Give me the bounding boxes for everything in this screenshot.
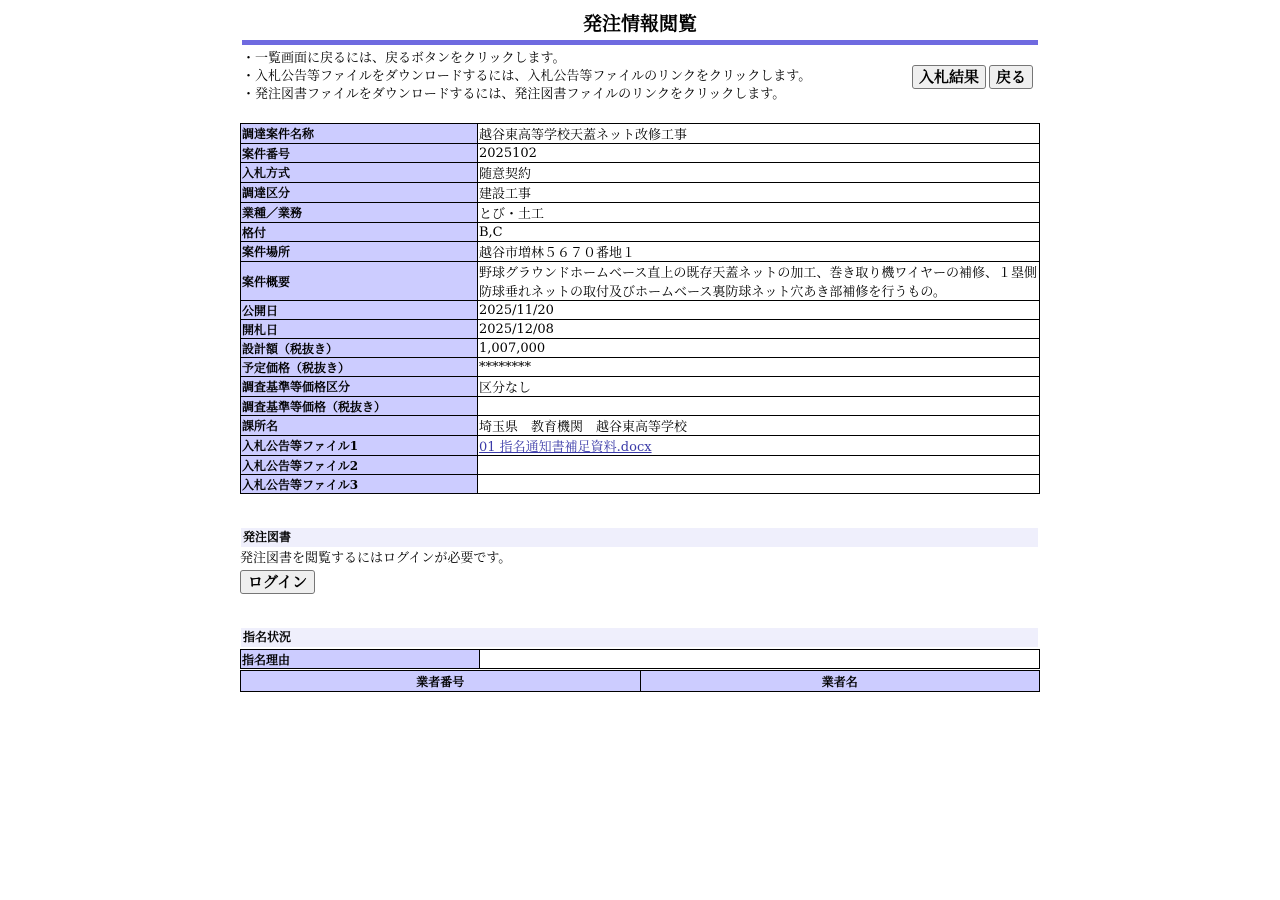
detail-row — [241, 144, 1040, 163]
detail-label: 入札公告等ファイル3 — [241, 475, 478, 494]
detail-value: 野球グラウンドホームベース直上の既存天蓋ネットの加工、巻き取り機ワイヤーの補修、１塁側防球垂れネットの取付及びホームベース裏防球ネット穴あき部補修を行うもの。 — [478, 262, 1040, 301]
bid-result-button[interactable]: 入札結果 — [912, 65, 986, 89]
instruction-line: ・入札公告等ファイルをダウンロードするには、入札公告等ファイルのリンクをクリックします。 — [242, 69, 812, 84]
detail-label: 入札公告等ファイル1 — [241, 436, 478, 456]
detail-row — [241, 475, 1040, 494]
detail-row — [241, 339, 1040, 358]
detail-value: 1,007,000 — [478, 339, 1040, 358]
detail-value — [478, 436, 1040, 456]
detail-value: ******** — [478, 358, 1040, 377]
drawings-heading: 発注図書 — [241, 528, 1038, 547]
detail-row — [241, 301, 1040, 320]
detail-value: 越谷東高等学校天蓋ネット改修工事 — [478, 124, 1040, 144]
instruction-line: ・発注図書ファイルをダウンロードするには、発注図書ファイルのリンクをクリックします。 — [242, 87, 786, 102]
detail-row — [241, 377, 1040, 397]
login-required-note: 発注図書を閲覧するにはログインが必要です。 — [240, 551, 512, 566]
detail-row — [241, 163, 1040, 183]
vendor-name-header: 業者名 — [640, 671, 1040, 692]
detail-value: とび・土工 — [478, 203, 1040, 223]
detail-value: 2025/12/08 — [478, 320, 1040, 339]
detail-value: B,C — [478, 223, 1040, 242]
detail-label: 課所名 — [241, 416, 478, 436]
detail-value: 埼玉県 教育機関 越谷東高等学校 — [478, 416, 1040, 436]
back-button[interactable]: 戻る — [989, 65, 1033, 89]
nomination-reason-table — [240, 649, 1040, 669]
action-buttons — [912, 65, 1033, 89]
detail-label: 公開日 — [241, 301, 478, 320]
detail-value: 区分なし — [478, 377, 1040, 397]
detail-row — [241, 223, 1040, 242]
detail-label: 開札日 — [241, 320, 478, 339]
detail-row — [241, 397, 1040, 416]
detail-value: 2025102 — [478, 144, 1040, 163]
page-title: 発注情報閲覧 — [582, 13, 697, 35]
detail-row — [241, 124, 1040, 144]
vendor-table — [240, 670, 1040, 692]
detail-label: 調査基準等価格（税抜き） — [241, 397, 478, 416]
detail-label: 入札公告等ファイル2 — [241, 456, 478, 475]
detail-value: 建設工事 — [478, 183, 1040, 203]
page — [240, 0, 1040, 692]
detail-row — [241, 436, 1040, 456]
detail-row — [241, 456, 1040, 475]
detail-row — [241, 203, 1040, 223]
detail-value — [478, 456, 1040, 475]
detail-label: 案件概要 — [241, 262, 478, 301]
nomination-heading: 指名状況 — [241, 628, 1038, 647]
detail-row — [241, 262, 1040, 301]
detail-label: 設計額（税抜き） — [241, 339, 478, 358]
nomination-reason-label: 指名理由 — [241, 650, 480, 669]
nomination-reason-value — [480, 650, 1040, 669]
intro-section — [240, 45, 1040, 123]
instruction-line: ・一覧画面に戻るには、戻るボタンをクリックします。 — [242, 51, 566, 66]
detail-row — [241, 416, 1040, 436]
detail-label: 調達案件名称 — [241, 124, 478, 144]
detail-label: 調達区分 — [241, 183, 478, 203]
detail-label: 調査基準等価格区分 — [241, 377, 478, 397]
detail-row — [241, 358, 1040, 377]
detail-label: 入札方式 — [241, 163, 478, 183]
detail-value: 2025/11/20 — [478, 301, 1040, 320]
detail-value — [478, 397, 1040, 416]
detail-label: 業種／業務 — [241, 203, 478, 223]
detail-label: 予定価格（税抜き） — [241, 358, 478, 377]
vendor-number-header: 業者番号 — [241, 671, 641, 692]
bid-notice-file-link[interactable]: 01 指名通知書補足資料.docx — [479, 440, 652, 455]
detail-label: 案件番号 — [241, 144, 478, 163]
detail-row — [241, 183, 1040, 203]
detail-value — [478, 475, 1040, 494]
instructions — [242, 50, 811, 104]
detail-label: 格付 — [241, 223, 478, 242]
detail-value: 随意契約 — [478, 163, 1040, 183]
order-detail-table — [240, 123, 1040, 494]
login-button[interactable]: ログイン — [240, 570, 315, 594]
detail-row — [241, 320, 1040, 339]
detail-label: 案件場所 — [241, 242, 478, 262]
detail-value: 越谷市増林５６７０番地１ — [478, 242, 1040, 262]
detail-row — [241, 242, 1040, 262]
